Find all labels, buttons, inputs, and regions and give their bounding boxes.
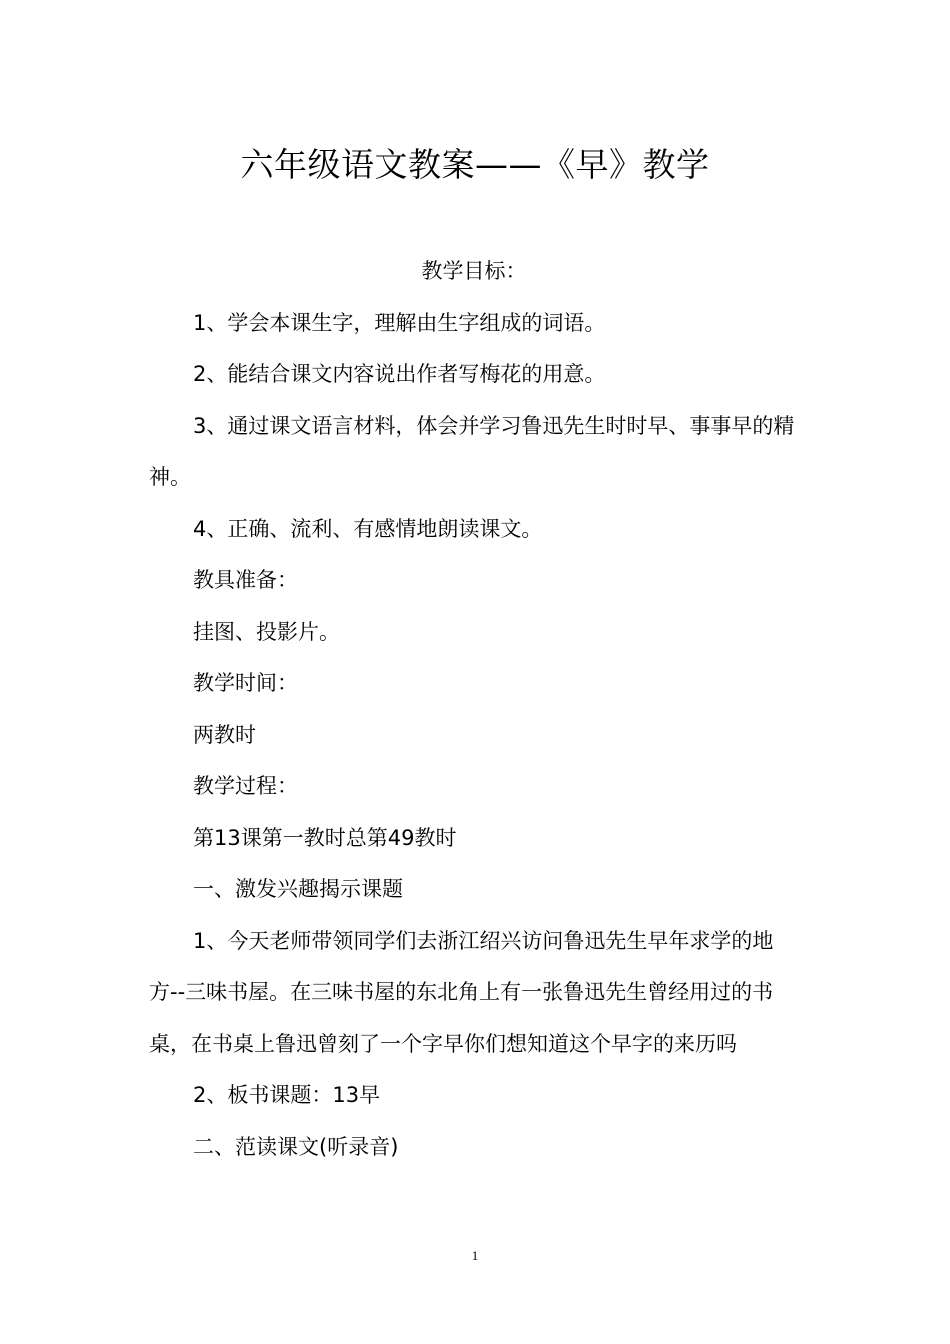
document-body — [149, 246, 799, 1173]
materials-text: 挂图、投影片。 — [193, 619, 340, 644]
section-heading-process: 教学过程： — [193, 774, 298, 798]
section-heading-objectives: 教学目标： — [421, 259, 527, 283]
objective-item: 4、正确、流利、有感情地朗读课文。 — [193, 516, 543, 541]
document-title: 六年级语文教案——《早》教学 — [240, 145, 710, 185]
step-heading: 二、范读课文(听录音) — [193, 1134, 399, 1159]
objective-item: 3、通过课文语言材料，体会并学习鲁迅先生时时早、事事早的精神。 — [149, 413, 795, 489]
objective-item: 1、学会本课生字，理解由生字组成的词语。 — [193, 310, 606, 335]
time-text: 两教时 — [193, 722, 256, 747]
lesson-info: 第13课第一教时总第49教时 — [193, 825, 457, 850]
step-heading: 一、激发兴趣揭示课题 — [193, 877, 403, 901]
step-paragraph: 2、板书课题：13早 — [193, 1083, 381, 1107]
section-heading-time: 教学时间： — [193, 671, 298, 695]
step-paragraph: 1、今天老师带领同学们去浙江绍兴访问鲁迅先生早年求学的地方--三味书屋。在三味书屋的东北角上有一张鲁迅先生曾经用过的书桌，在书桌上鲁迅曾刻了一个字早你们想知道这个早字的来历吗 — [149, 928, 774, 1056]
objective-item: 2、能结合课文内容说出作者写梅花的用意。 — [193, 362, 606, 386]
page-number: 1 — [471, 1248, 479, 1263]
section-heading-materials: 教具准备： — [193, 568, 298, 592]
